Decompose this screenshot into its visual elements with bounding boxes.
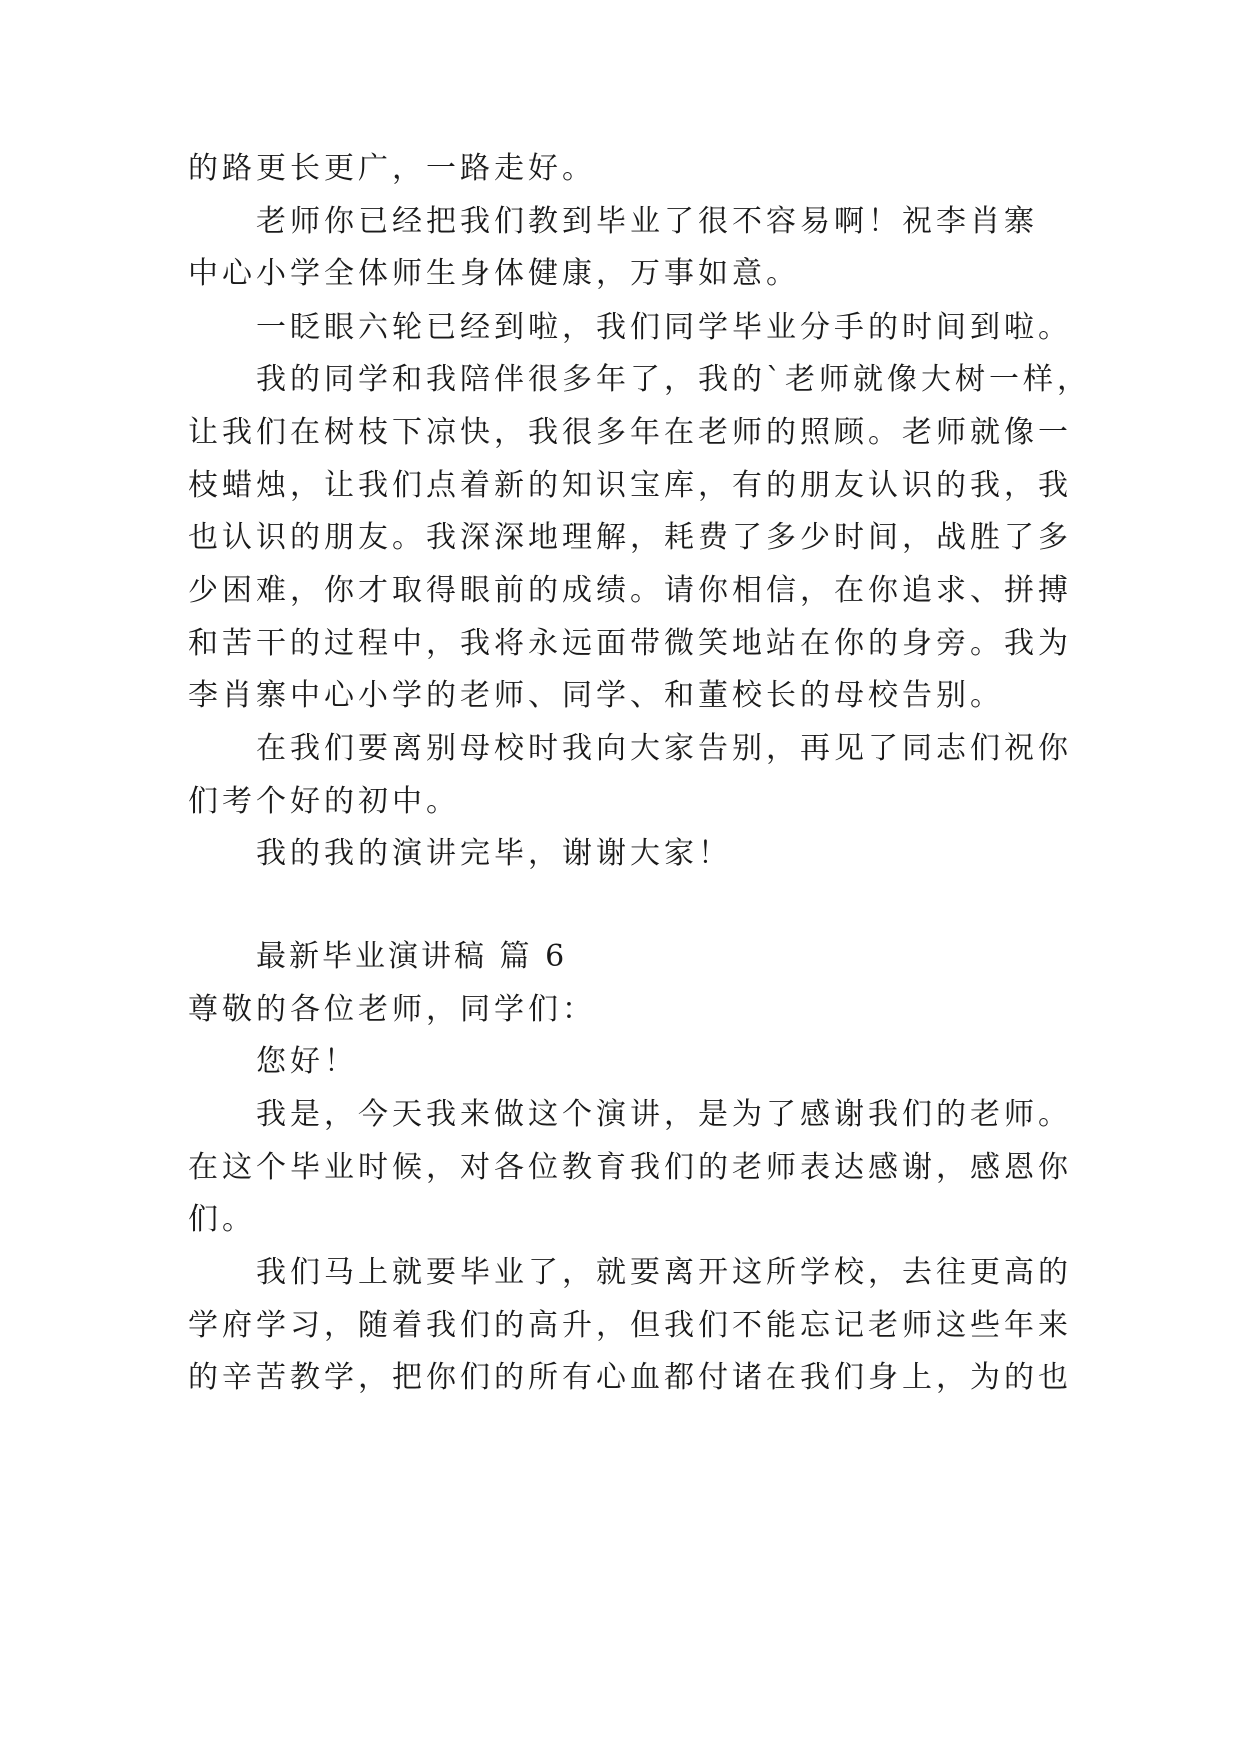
text-line: 让我们在树枝下凉快，我很多年在老师的照顾。老师就像一 xyxy=(188,415,1072,450)
text-line: 在这个毕业时候，对各位教育我们的老师表达感谢，感恩你 xyxy=(188,1150,1072,1185)
text-line: 老师你已经把我们教到毕业了很不容易啊！祝李肖寨 xyxy=(256,204,1038,239)
text-line: 我的我的演讲完毕，谢谢大家！ xyxy=(256,836,732,871)
text-line: 们考个好的初中。 xyxy=(188,784,460,819)
text-line: 的路更长更广，一路走好。 xyxy=(188,151,596,186)
salutation: 尊敬的各位老师，同学们： xyxy=(188,992,596,1027)
text-line: 中心小学全体师生身体健康，万事如意。 xyxy=(188,256,800,291)
text-line: 一眨眼六轮已经到啦，我们同学毕业分手的时间到啦。 xyxy=(256,310,1072,345)
text-line: 也认识的朋友。我深深地理解，耗费了多少时间，战胜了多 xyxy=(188,520,1072,555)
text-line: 学府学习，随着我们的高升，但我们不能忘记老师这些年来 xyxy=(188,1308,1072,1343)
text-line: 的辛苦教学，把你们的所有心血都付诸在我们身上，为的也 xyxy=(188,1360,1072,1395)
section-heading: 最新毕业演讲稿 篇 6 xyxy=(256,939,568,974)
text-line: 我是，今天我来做这个演讲，是为了感谢我们的老师。 xyxy=(256,1097,1072,1132)
text-line: 我的同学和我陪伴很多年了，我的`老师就像大树一样， xyxy=(256,362,1091,397)
text-line: 我们马上就要毕业了，就要离开这所学校，去往更高的 xyxy=(256,1255,1072,1290)
text-line: 们。 xyxy=(188,1202,256,1237)
text-line: 枝蜡烛，让我们点着新的知识宝库，有的朋友认识的我，我 xyxy=(188,468,1072,503)
text-line: 李肖寨中心小学的老师、同学、和董校长的母校告别。 xyxy=(188,678,1004,713)
text-line: 少困难，你才取得眼前的成绩。请你相信，在你追求、拼搏 xyxy=(188,573,1072,608)
greeting: 您好！ xyxy=(256,1044,358,1079)
text-line: 和苦干的过程中，我将永远面带微笑地站在你的身旁。我为 xyxy=(188,626,1072,661)
text-line: 在我们要离别母校时我向大家告别，再见了同志们祝你 xyxy=(256,731,1072,766)
